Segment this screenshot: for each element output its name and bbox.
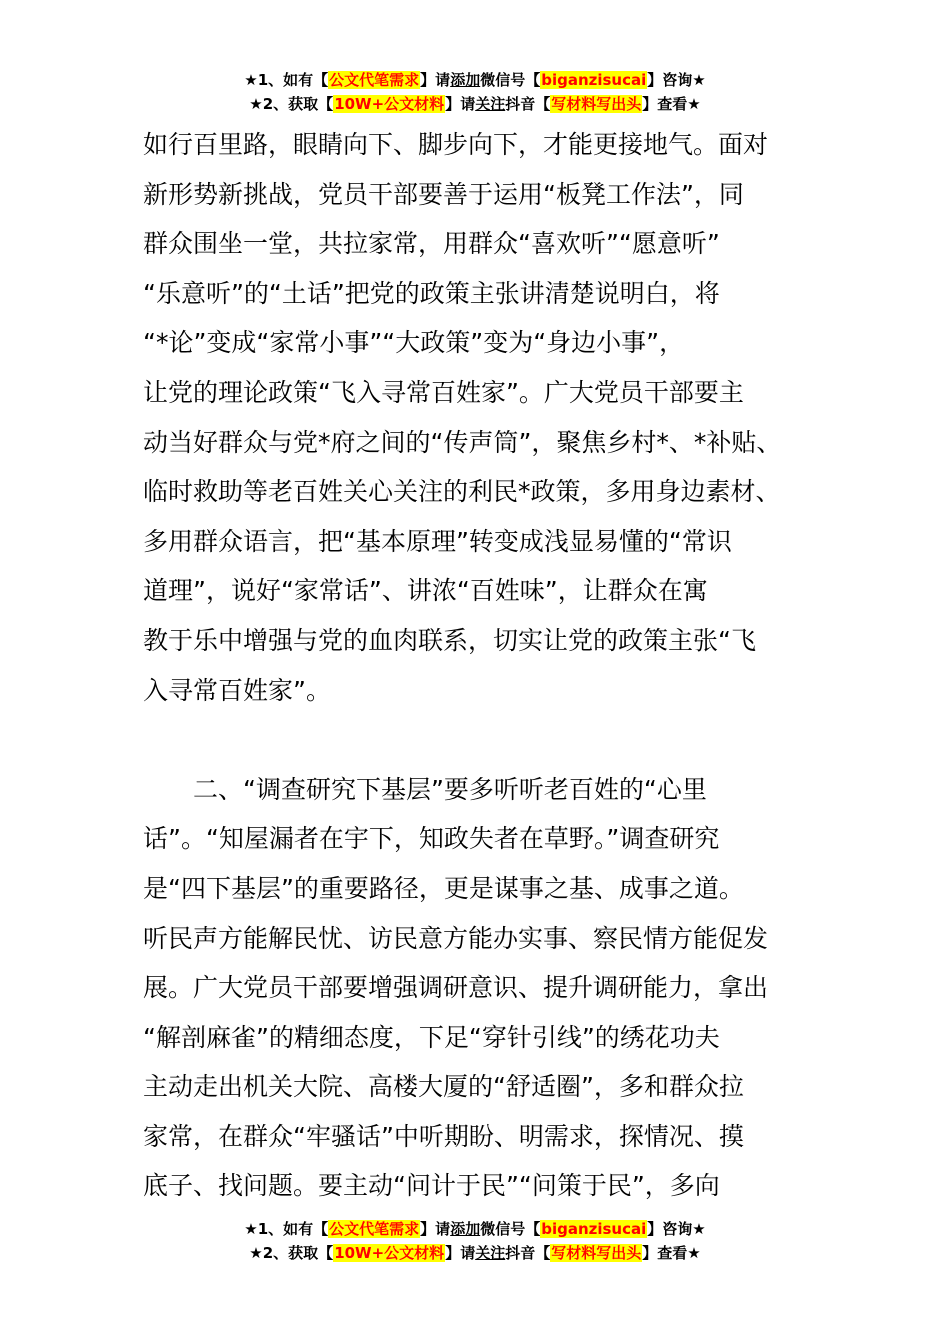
promo-line-2-mid: 】请 <box>445 95 476 113</box>
body-line: 话”。“知屋漏者在宇下，知政失者在草野。”调查研究 <box>143 824 720 854</box>
body-line: 二、“调查研究下基层”要多听听老百姓的“心里 <box>143 774 707 804</box>
body-line: 展。广大党员干部要增强调研意识、提升调研能力，拿出 <box>143 973 769 1003</box>
promo-line-1-mid2: 微信号【 <box>480 71 541 89</box>
body-line: 底子、找问题。要主动“问计于民”“问策于民”，多向 <box>143 1171 720 1201</box>
promo-line-1-mid2: 微信号【 <box>480 1220 541 1238</box>
promo-line-2-suffix: 】查看★ <box>642 1244 701 1262</box>
promo-highlight-materials: 10W+公文材料 <box>334 95 445 113</box>
body-line: 让党的理论政策“飞入寻常百姓家”。广大党员干部要主 <box>143 377 744 407</box>
promo-highlight-service: 公文代笔需求 <box>329 1220 420 1238</box>
promo-highlight-wechat-id: biganzisucai <box>541 1220 647 1238</box>
promo-underline-follow: 关注 <box>475 95 506 113</box>
body-line: “乐意听”的“土话”把党的政策主张讲清楚说明白，将 <box>143 278 720 308</box>
promo-underline-follow: 关注 <box>475 1244 506 1262</box>
body-line: “解剖麻雀”的精细态度，下足“穿针引线”的绣花功夫 <box>143 1022 720 1052</box>
body-line: 是“四下基层”的重要路径，更是谋事之基、成事之道。 <box>143 873 744 903</box>
promo-line-1-mid: 】请 <box>420 1220 451 1238</box>
paragraph-gap <box>143 715 823 765</box>
promo-line-1-suffix: 】咨询★ <box>647 71 706 89</box>
body-line: 临时救助等老百姓关心关注的利民*政策，多用身边素材、 <box>143 477 781 507</box>
body-line: 听民声方能解民忧、访民意方能办实事、察民情方能促发 <box>143 923 769 953</box>
body-line: 动当好群众与党*府之间的“传声筒”，聚焦乡村*、*补贴、 <box>143 427 782 457</box>
body-line: 群众围坐一堂，共拉家常，用群众“喜欢听”“愿意听” <box>143 229 720 259</box>
promo-underline-add: 添加 <box>450 71 481 89</box>
promo-line-1-suffix: 】咨询★ <box>647 1220 706 1238</box>
promo-underline-add: 添加 <box>450 1220 481 1238</box>
promo-highlight-wechat-id: biganzisucai <box>541 71 647 89</box>
promo-line-1 <box>0 1217 950 1241</box>
promo-highlight-douyin: 写材料写出头 <box>551 1244 642 1262</box>
promo-line-2-mid: 】请 <box>445 1244 476 1262</box>
body-line: 新形势新挑战，党员干部要善于运用“板凳工作法”，同 <box>143 179 744 209</box>
header-promo-banner <box>0 68 950 116</box>
body-line: 主动走出机关大院、高楼大厦的“舒适圈”，多和群众拉 <box>143 1072 744 1102</box>
footer-promo-banner <box>0 1217 950 1265</box>
promo-highlight-materials: 10W+公文材料 <box>334 1244 445 1262</box>
promo-line-1 <box>0 68 950 92</box>
promo-line-1-prefix: ★1、如有【 <box>244 1220 329 1238</box>
body-line: 家常，在群众“牢骚话”中听期盼、明需求，探情况、摸 <box>143 1121 744 1151</box>
promo-line-2-mid2: 抖音【 <box>505 1244 551 1262</box>
body-line: 入寻常百姓家”。 <box>143 675 331 705</box>
document-body <box>143 120 823 1211</box>
body-line: 如行百里路，眼睛向下、脚步向下，才能更接地气。面对 <box>143 130 769 159</box>
promo-highlight-service: 公文代笔需求 <box>329 71 420 89</box>
promo-line-2-prefix: ★2、获取【 <box>249 95 334 113</box>
promo-line-2 <box>0 92 950 116</box>
promo-highlight-douyin: 写材料写出头 <box>551 95 642 113</box>
body-line: 多用群众语言，把“基本原理”转变成浅显易懂的“常识 <box>143 526 732 556</box>
body-line: 道理”，说好“家常话”、讲浓“百姓味”，让群众在寓 <box>143 576 708 606</box>
promo-line-2-suffix: 】查看★ <box>642 95 701 113</box>
body-line: “*论”变成“家常小事”“大政策”变为“身边小事”， <box>143 328 685 358</box>
promo-line-2 <box>0 1241 950 1265</box>
promo-line-2-prefix: ★2、获取【 <box>249 1244 334 1262</box>
body-line: 教于乐中增强与党的血肉联系，切实让党的政策主张“飞 <box>143 625 756 655</box>
promo-line-1-mid: 】请 <box>420 71 451 89</box>
promo-line-2-mid2: 抖音【 <box>505 95 551 113</box>
promo-line-1-prefix: ★1、如有【 <box>244 71 329 89</box>
